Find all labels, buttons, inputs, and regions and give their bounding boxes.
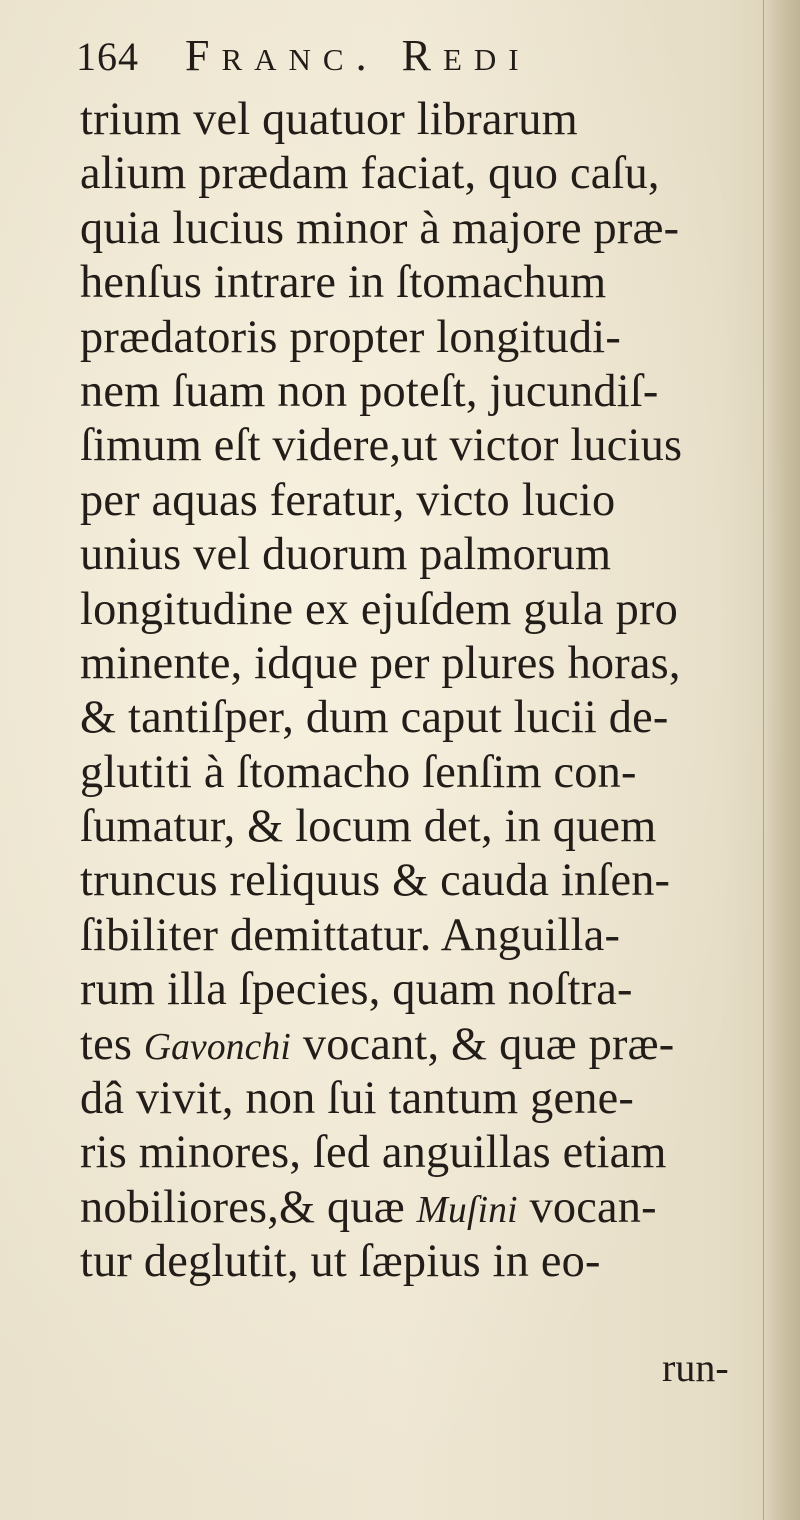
running-head: Franc. Redi: [185, 31, 531, 80]
italic-name: Muſini: [416, 1188, 518, 1231]
text-line: unius vel duorum palmorum: [80, 528, 612, 581]
text-line: henſus intrare in ſtomachum: [80, 256, 607, 309]
text-line: quia lucius minor à majore præ-: [80, 201, 680, 254]
text-line: per aquas feratur, victo lucio: [80, 473, 616, 526]
text-line: ris minores, ſed anguillas etiam: [80, 1126, 667, 1179]
text-line: minente, idque per plures horas,: [80, 636, 681, 689]
text-line: rum illa ſpecies, quam noſtra-: [80, 963, 633, 1016]
text-line: ſimum eſt videre,ut victor lucius: [80, 419, 683, 472]
text-line: alium prædam faciat, quo caſu,: [80, 147, 660, 200]
text-line: truncus reliquus & cauda inſen-: [80, 854, 671, 907]
page-number: 164: [76, 34, 139, 79]
text-line: prædatoris propter longitudi-: [80, 310, 621, 363]
text-line: trium vel quatuor librarum: [80, 93, 578, 145]
catchword: run-: [662, 1345, 729, 1390]
text-line: tur deglutit, ut ſæpius in eo-: [80, 1235, 601, 1288]
text-line: glutiti à ſtomacho ſenſim con-: [80, 745, 637, 798]
text-line: dâ vivit, non ſui tantum gene-: [80, 1072, 635, 1125]
text-line: tes Gavonchi vocant, & quæ præ-: [80, 1017, 675, 1070]
text-line: ſibiliter demittatur. Anguilla-: [80, 908, 621, 961]
text-line: ſumatur, & locum det, in quem: [80, 800, 657, 853]
text-line: longitudine ex ejuſdem gula pro: [80, 582, 678, 635]
body-text: [80, 92, 780, 1289]
page-header: [76, 30, 716, 94]
text-line: & tantiſper, dum caput lucii de-: [80, 691, 669, 744]
text-line: nem ſuam non poteſt, jucundiſ-: [80, 364, 659, 417]
text-line: nobiliores,& quæ Muſini vocan-: [80, 1180, 657, 1233]
italic-name: Gavonchi: [143, 1025, 292, 1068]
